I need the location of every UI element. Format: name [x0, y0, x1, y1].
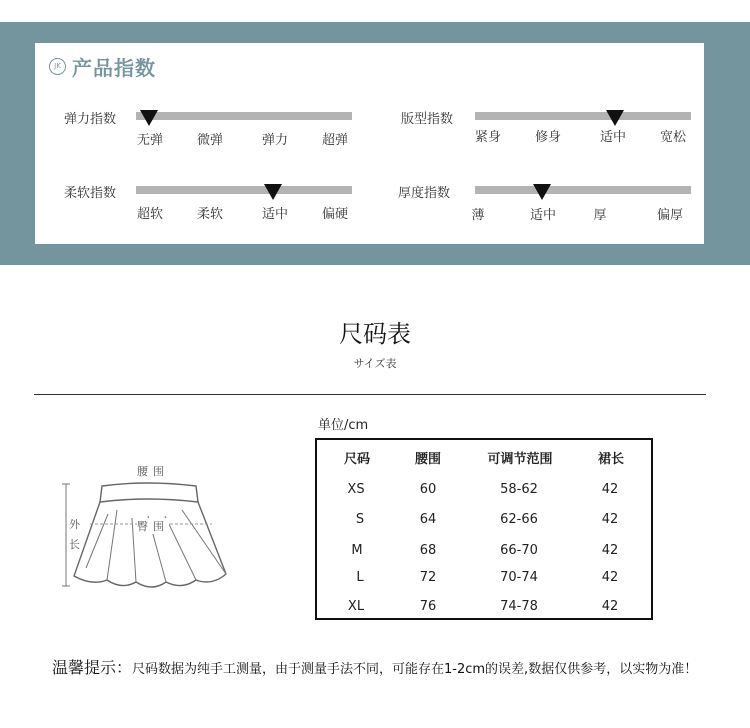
table-cell-length: 42	[601, 570, 619, 585]
table-cell-length: 42	[601, 543, 619, 558]
metric-option: 无弹	[136, 133, 164, 148]
metric-bar	[136, 112, 352, 120]
panel-title-text: 产品指数	[72, 55, 156, 80]
table-header: 可调节范围	[487, 452, 553, 467]
metric-option: 超弹	[321, 133, 349, 148]
table-cell-size: XL	[347, 599, 365, 614]
metric-marker-icon	[533, 184, 551, 200]
table-header: 尺码	[343, 452, 371, 467]
metric-option: 微弹	[196, 133, 224, 148]
table-header: 裙长	[597, 452, 625, 467]
table-cell-size: S	[355, 512, 365, 527]
table-cell-waist: 76	[419, 599, 437, 614]
metric-marker-icon	[264, 184, 282, 200]
table-cell-range: 62-66	[500, 512, 538, 527]
waistband-shape	[100, 483, 198, 502]
metric-label: 版型指数	[401, 112, 454, 127]
size-chart-subtitle: サイズ表	[353, 357, 397, 370]
skirt-body-shape	[74, 502, 226, 587]
tip-lead: 温馨提示：	[52, 658, 133, 677]
metric-option: 薄	[471, 208, 485, 223]
metric-bar	[475, 186, 691, 194]
size-chart-title: 尺码表	[339, 320, 411, 348]
table-cell-range: 70-74	[500, 570, 538, 585]
panel-title	[49, 52, 156, 80]
table-cell-size: L	[356, 570, 364, 585]
metric-option: 宽松	[659, 130, 687, 145]
table-cell-size: XS	[347, 482, 365, 497]
table-cell-size: M	[351, 543, 363, 558]
metric-option: 偏硬	[321, 207, 349, 222]
table-header: 腰围	[414, 452, 442, 467]
metric-bar	[475, 112, 691, 120]
tip-text: 尺码数据为纯手工测量，由于测量手法不同，可能存在1-2cm的误差,数据仅供参考，以实物为准！	[132, 662, 698, 677]
table-cell-waist: 60	[419, 482, 437, 497]
table-cell-waist: 64	[419, 512, 437, 527]
table-cell-waist: 72	[419, 570, 437, 585]
table-cell-waist: 68	[419, 543, 437, 558]
metric-label: 厚度指数	[398, 186, 451, 201]
metric-option: 紧身	[474, 130, 502, 145]
hip-label: 臀围	[137, 520, 169, 533]
jk-badge-icon: JK	[49, 58, 66, 75]
metric-option: 超软	[136, 207, 164, 222]
metric-option: 修身	[534, 130, 562, 145]
metric-label: 弹力指数	[64, 112, 117, 127]
unit-label: 单位/cm	[318, 418, 369, 433]
metric-option: 厚	[593, 208, 607, 223]
metric-option: 适中	[599, 130, 627, 145]
metric-option: 适中	[261, 207, 289, 222]
metric-label: 柔软指数	[64, 186, 117, 201]
metric-option: 适中	[529, 208, 557, 223]
table-cell-range: 74-78	[500, 599, 538, 614]
table-cell-range: 66-70	[500, 543, 538, 558]
table-cell-range: 58-62	[500, 482, 538, 497]
tip-note	[52, 655, 697, 678]
metric-option: 柔软	[196, 207, 224, 222]
table-cell-length: 42	[601, 512, 619, 527]
length-label: 外长	[69, 518, 80, 551]
table-cell-length: 42	[601, 599, 619, 614]
metric-option: 弹力	[261, 133, 289, 148]
divider	[34, 394, 706, 395]
table-cell-length: 42	[601, 482, 619, 497]
metric-bar	[136, 186, 352, 194]
metric-marker-icon	[140, 110, 158, 126]
metric-option: 偏厚	[656, 208, 684, 223]
waist-label: 腰围	[137, 465, 169, 478]
metric-marker-icon	[606, 110, 624, 126]
